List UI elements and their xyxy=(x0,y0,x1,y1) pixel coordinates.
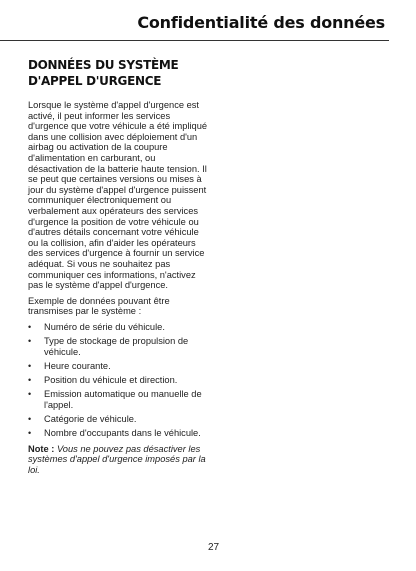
bullet-icon: • xyxy=(28,336,32,347)
list-item-text: Numéro de série du véhicule. xyxy=(44,321,165,332)
list-item xyxy=(28,389,210,410)
note-text: Vous ne pouvez pas désactiver les systèmes d'appel d'urgence imposés par la loi. xyxy=(28,443,206,475)
example-paragraph: Exemple de données pouvant être transmises par le système : xyxy=(28,295,170,317)
section-heading xyxy=(28,57,210,89)
list-item-text: Position du véhicule et direction. xyxy=(44,375,178,386)
bullet-icon: • xyxy=(28,414,32,424)
list-item xyxy=(28,322,210,333)
intro-paragraph: Lorsque le système d'appel d'urgence est activé, il peut informer les services d'urgence que votre véhicule a été impliqué dans une collision avec déploiement d'un airbag ou activation de la coupure d'alimentation en carburant, ou désactivation de la batterie haute tension. Il se peut que certaines versions ou mises à jour du système d'appel d'urgence puissent communiquer électroniquement ou verbalement aux opérateurs des services d'urgence la position de votre véhicule ou d'autres détails concernant votre véhicule ou la collision, afin d'aider les opérateurs des services d'urgence à fournir un service adéquat. Si vous ne souhaitez pas communiquer ces informations, n'activez pas le système d'appel d'urgence. xyxy=(28,100,208,291)
section-heading-line-1: DONNÉES DU SYSTÈME xyxy=(28,58,179,72)
note xyxy=(28,444,210,476)
bullet-icon: • xyxy=(28,389,32,400)
list-item xyxy=(28,414,210,425)
section-heading-line-2: D'APPEL D'URGENCE xyxy=(28,74,162,88)
note-label: Note : xyxy=(28,443,55,454)
bullet-icon: • xyxy=(28,321,32,332)
list-item xyxy=(28,428,210,439)
data-list xyxy=(28,322,210,439)
page-title: Confidentialité des données xyxy=(137,13,385,32)
main-content xyxy=(28,57,210,476)
bullet-icon: • xyxy=(28,375,32,386)
bullet-icon: • xyxy=(28,428,32,439)
list-item xyxy=(28,336,210,357)
list-item-text: Catégorie de véhicule. xyxy=(44,414,137,424)
list-item xyxy=(28,375,210,386)
page-number: 27 xyxy=(208,542,220,553)
page-header xyxy=(0,0,389,41)
list-item xyxy=(28,361,210,372)
list-item-text: Type de stockage de propulsion de véhicule. xyxy=(44,336,189,357)
bullet-icon: • xyxy=(28,360,32,371)
list-item-text: Heure courante. xyxy=(44,360,111,371)
list-item-text: Nombre d'occupants dans le véhicule. xyxy=(44,428,201,439)
list-item-text: Emission automatique ou manuelle de l'appel. xyxy=(44,389,202,410)
